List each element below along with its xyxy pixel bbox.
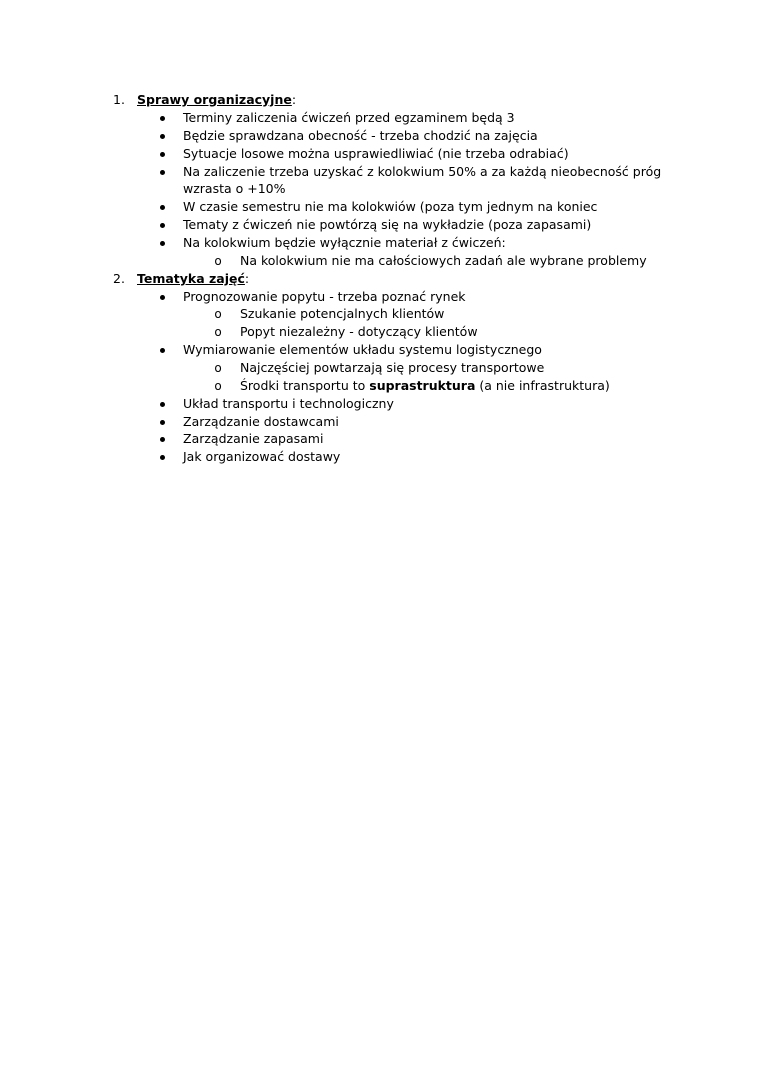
list-item: Terminy zaliczenia ćwiczeń przed egzaminem będą 3 [183,110,515,125]
bullet-icon [158,127,166,145]
sub-list-item-text: Środki transportu to [240,378,370,393]
sub-bullet-icon: o [214,254,222,268]
bullet-icon [158,109,166,127]
list-item: Tematy z ćwiczeń nie powtórzą się na wykładzie (poza zapasami) [183,217,592,232]
bullet-icon [158,288,166,306]
list-item: W czasie semestru nie ma kolokwiów (poza tym jednym na koniec [183,199,598,214]
section-title-text: Tematyka zajęć [137,271,245,286]
bullet-icon [158,198,166,216]
list-item: Zarządzanie zapasami [183,431,324,446]
bullet-icon [158,395,166,413]
sub-list-item: Na kolokwium nie ma całościowych zadań ale wybrane problemy [240,253,647,268]
bullet-icon [158,234,166,252]
list-item: Układ transportu i technologiczny [183,396,394,411]
bullet-icon [158,448,166,466]
section-title-topics [137,270,249,288]
list-item-continuation: wzrasta o +10% [183,181,286,196]
section-number: 1. [113,92,125,107]
section-title-organizational [137,91,296,109]
bullet-icon [158,145,166,163]
sub-list-item: Popyt niezależny - dotyczący klientów [240,324,478,339]
bullet-icon [158,163,166,181]
sub-bullet-icon: o [214,307,222,321]
sub-bullet-icon: o [214,325,222,339]
section-title-colon: : [291,92,297,107]
section-title-text: Sprawy organizacyjne [137,92,292,107]
bullet-icon [158,216,166,234]
sub-list-item [240,377,610,395]
list-item: Prognozowanie popytu - trzeba poznać rynek [183,289,466,304]
list-item: Na kolokwium będzie wyłącznie materiał z ćwiczeń: [183,235,506,250]
list-item: Sytuacje losowe można usprawiedliwiać (nie trzeba odrabiać) [183,146,569,161]
bullet-icon [158,413,166,431]
sub-list-item-text: (a nie infrastruktura) [475,378,610,393]
section-title-colon: : [244,271,250,286]
sub-bullet-icon: o [214,379,222,393]
list-item: Zarządzanie dostawcami [183,414,339,429]
section-number: 2. [113,271,125,286]
list-item: Wymiarowanie elementów układu systemu logistycznego [183,342,542,357]
list-item: Będzie sprawdzana obecność - trzeba chodzić na zajęcia [183,128,538,143]
bullet-icon [158,341,166,359]
bullet-icon [158,430,166,448]
list-item: Na zaliczenie trzeba uzyskać z kolokwium 50% a za każdą nieobecność próg [183,164,662,179]
sub-list-item: Szukanie potencjalnych klientów [240,306,445,321]
list-item: Jak organizować dostawy [183,449,341,464]
sub-bullet-icon: o [214,361,222,375]
sub-list-item: Najczęściej powtarzają się procesy transportowe [240,360,545,375]
emphasis-term: suprastruktura [369,378,476,393]
